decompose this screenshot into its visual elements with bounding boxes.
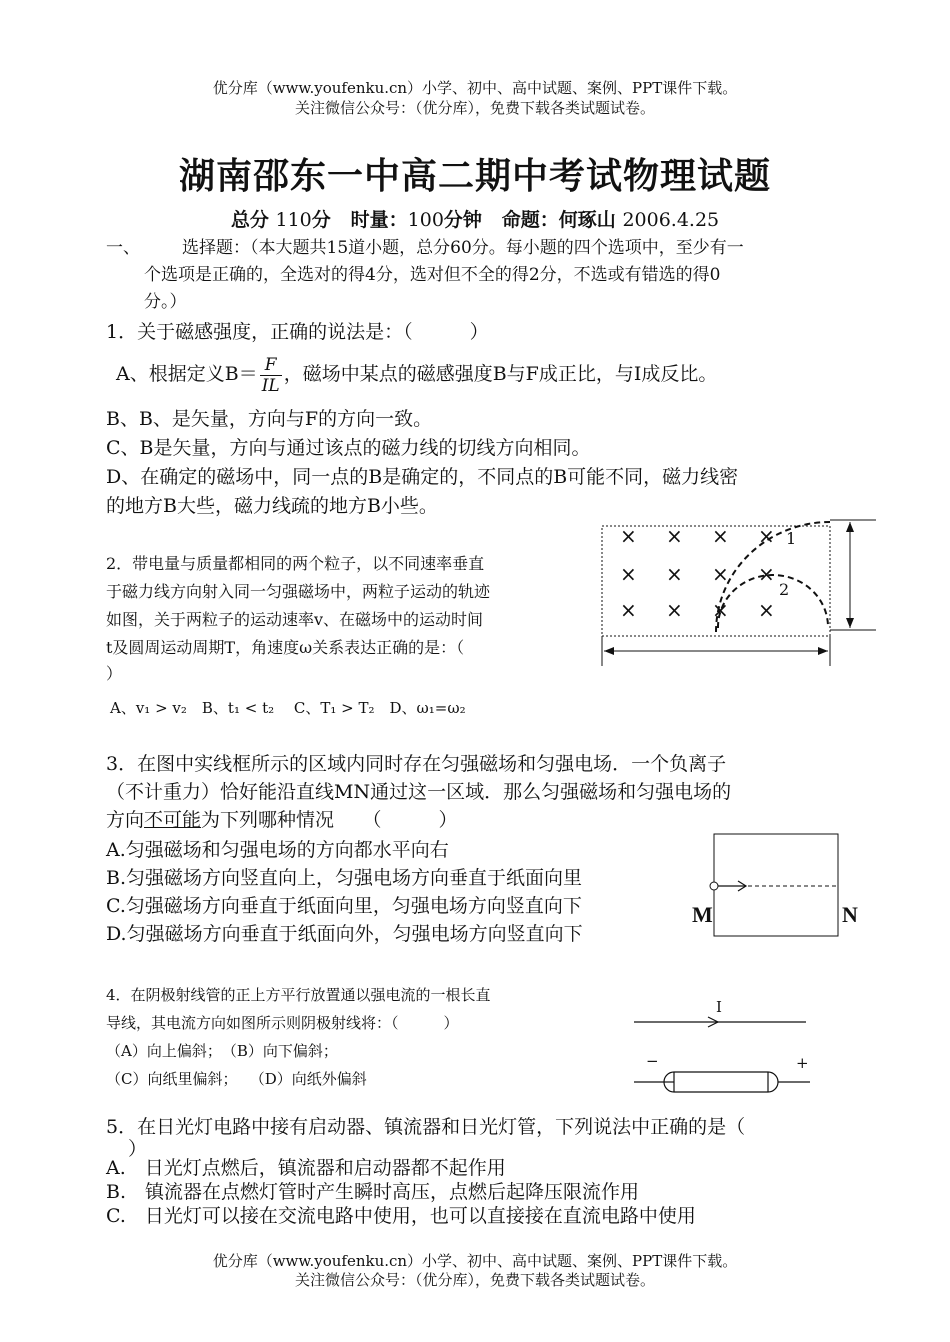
field-cross-mark: × xyxy=(620,598,637,622)
footer-line-2: 关注微信公众号：（优分库），免费下载各类试题试卷。 xyxy=(294,1271,655,1289)
section-intro-line-1: 选择题：（本大题共15道小题，总分60分。每小题的四个选项中，至少有一 xyxy=(182,238,744,258)
q3-line-3-pre: 方向 xyxy=(106,809,145,831)
meta-date: 2006.4.25 xyxy=(622,209,720,231)
meta-time-unit: 分钟 xyxy=(443,209,482,231)
cathode-ray-tube xyxy=(664,1072,778,1092)
q3-option-c: C.匀强磁场方向垂直于纸面向里，匀强电场方向竖直向下 xyxy=(106,895,582,917)
meta-total-value: 110 xyxy=(275,209,312,231)
meta-time-value: 100 xyxy=(407,209,444,231)
q4-options-cd: （C）向纸里偏斜； （D）向纸外偏斜 xyxy=(106,1070,367,1088)
field-cross-mark: × xyxy=(758,598,775,622)
field-cross-mark: × xyxy=(712,562,729,586)
q2-magnetic-field-diagram xyxy=(596,516,886,676)
q4-options-ab: （A）向上偏斜； （B）向下偏斜； xyxy=(106,1042,338,1060)
exam-title: 湖南邵东一中高二期中考试物理试题 xyxy=(178,156,771,197)
header-line-1: 优分库（www.youfenku.cn）小学、初中、高中试题、案例、PPT课件下载。 xyxy=(212,79,738,97)
exam-meta xyxy=(0,205,950,232)
field-cross-mark: × xyxy=(620,562,637,586)
q5-option-a: A. 日光灯点燃后，镇流器和启动器都不起作用 xyxy=(106,1157,506,1179)
meta-author: 命题：何琢山 xyxy=(501,209,616,231)
q5-option-b: B. 镇流器在点燃灯管时产生瞬时高压，点燃后起降压限流作用 xyxy=(106,1181,640,1203)
q5-line-2: ） xyxy=(128,1138,148,1160)
q1-option-b: B、B、是矢量，方向与F的方向一致。 xyxy=(106,408,433,430)
field-cross-mark: × xyxy=(712,598,729,622)
fraction-numerator: F xyxy=(260,355,282,376)
header-line-2: 关注微信公众号：（优分库），免费下载各类试题试卷。 xyxy=(294,99,655,117)
trajectory-label-2: 2 xyxy=(779,580,790,599)
q2-line-5: ） xyxy=(106,664,123,683)
field-cross-mark: × xyxy=(666,562,683,586)
meta-total-unit: 分 xyxy=(311,209,331,231)
q4-line-2: 导线，其电流方向如图所示则阴极射线将：（ ） xyxy=(106,1014,459,1032)
anode-plus-label: + xyxy=(796,1054,809,1072)
fraction-denominator: IL xyxy=(261,375,280,396)
height-arrow-up xyxy=(846,522,854,532)
q1-option-a-pre: A、根据定义B＝ xyxy=(116,363,258,385)
section-intro-line-2: 个选项是正确的，全选对的得4分，选对但不全的得2分，不选或有错选的得0 xyxy=(144,265,721,285)
q2-line-4: t及圆周运动周期T，角速度ω关系表达正确的是：（ xyxy=(106,638,465,657)
point-label-m: M xyxy=(692,902,713,927)
q5-option-c: C. 日光灯可以接在交流电路中使用，也可以直接接在直流电路中使用 xyxy=(106,1205,696,1227)
section-label: 一、 xyxy=(106,238,140,258)
q4-line-1: 4．在阴极射线管的正上方平行放置通以强电流的一根长直 xyxy=(106,986,491,1004)
q3-field-region-diagram xyxy=(690,828,870,943)
ion-entry-point xyxy=(710,882,718,890)
q1-option-d-line-2: 的地方B大些，磁力线疏的地方B小些。 xyxy=(106,495,438,517)
formula-fraction xyxy=(260,355,282,396)
field-cross-mark: × xyxy=(620,524,637,548)
q3-line-1: 3．在图中实线框所示的区域内同时存在匀强磁场和匀强电场．一个负离子 xyxy=(106,753,727,775)
q5-line-1: 5．在日光灯电路中接有启动器、镇流器和日光灯管，下列说法中正确的是（ xyxy=(106,1116,746,1138)
height-arrow-down xyxy=(846,618,854,628)
q3-emphasis-not-possible: 不可能 xyxy=(144,809,202,831)
meta-total-label: 总分 xyxy=(230,209,269,231)
q3-line-3-post: 为下列哪种情况 （ ） xyxy=(201,809,458,831)
width-arrow-left xyxy=(604,647,614,655)
q1-option-a-post: ，磁场中某点的磁感强度B与F成正比，与I成反比。 xyxy=(283,363,718,385)
field-cross-mark: × xyxy=(758,524,775,548)
width-arrow-right xyxy=(818,647,828,655)
meta-time-label: 时量： xyxy=(350,209,408,231)
point-label-n: N xyxy=(842,902,858,927)
cathode-minus-label: − xyxy=(646,1052,659,1070)
current-label-i: I xyxy=(716,998,722,1016)
q2-line-3: 如图，关于两粒子的运动速率v、在磁场中的运动时间 xyxy=(106,610,484,629)
q3-option-a: A.匀强磁场和匀强电场的方向都水平向右 xyxy=(106,839,449,861)
q2-line-2: 于磁力线方向射入同一匀强磁场中，两粒子运动的轨迹 xyxy=(106,582,491,601)
q1-stem: 1．关于磁感强度，正确的说法是：（ ） xyxy=(106,321,489,343)
field-cross-mark: × xyxy=(666,524,683,548)
field-region-box xyxy=(714,834,838,936)
q4-cathode-ray-diagram xyxy=(628,992,818,1098)
q3-line-3 xyxy=(106,806,458,834)
q2-options: A、v₁ > v₂ B、t₁ < t₂ C、T₁ > T₂ D、ω₁=ω₂ xyxy=(110,699,466,717)
section-intro-line-3: 分。） xyxy=(144,292,187,312)
field-cross-mark: × xyxy=(666,598,683,622)
q1-option-d-line-1: D、在确定的磁场中，同一点的B是确定的，不同点的B可能不同，磁力线密 xyxy=(106,466,739,488)
q1-option-c: C、B是矢量，方向与通过该点的磁力线的切线方向相同。 xyxy=(106,437,591,459)
q3-option-b: B.匀强磁场方向竖直向上，匀强电场方向垂直于纸面向里 xyxy=(106,867,583,889)
q2-line-1: 2．带电量与质量都相同的两个粒子，以不同速率垂直 xyxy=(106,554,485,573)
q1-option-a xyxy=(116,350,717,398)
footer-line-1: 优分库（www.youfenku.cn）小学、初中、高中试题、案例、PPT课件下载。 xyxy=(212,1252,738,1270)
q3-line-2: （不计重力）恰好能沿直线MN通过这一区域．那么匀强磁场和匀强电场的 xyxy=(106,781,732,803)
field-cross-mark: × xyxy=(758,562,775,586)
q3-option-d: D.匀强磁场方向垂直于纸面向外，匀强电场方向竖直向下 xyxy=(106,923,583,945)
field-cross-mark: × xyxy=(712,524,729,548)
trajectory-label-1: 1 xyxy=(786,529,797,548)
